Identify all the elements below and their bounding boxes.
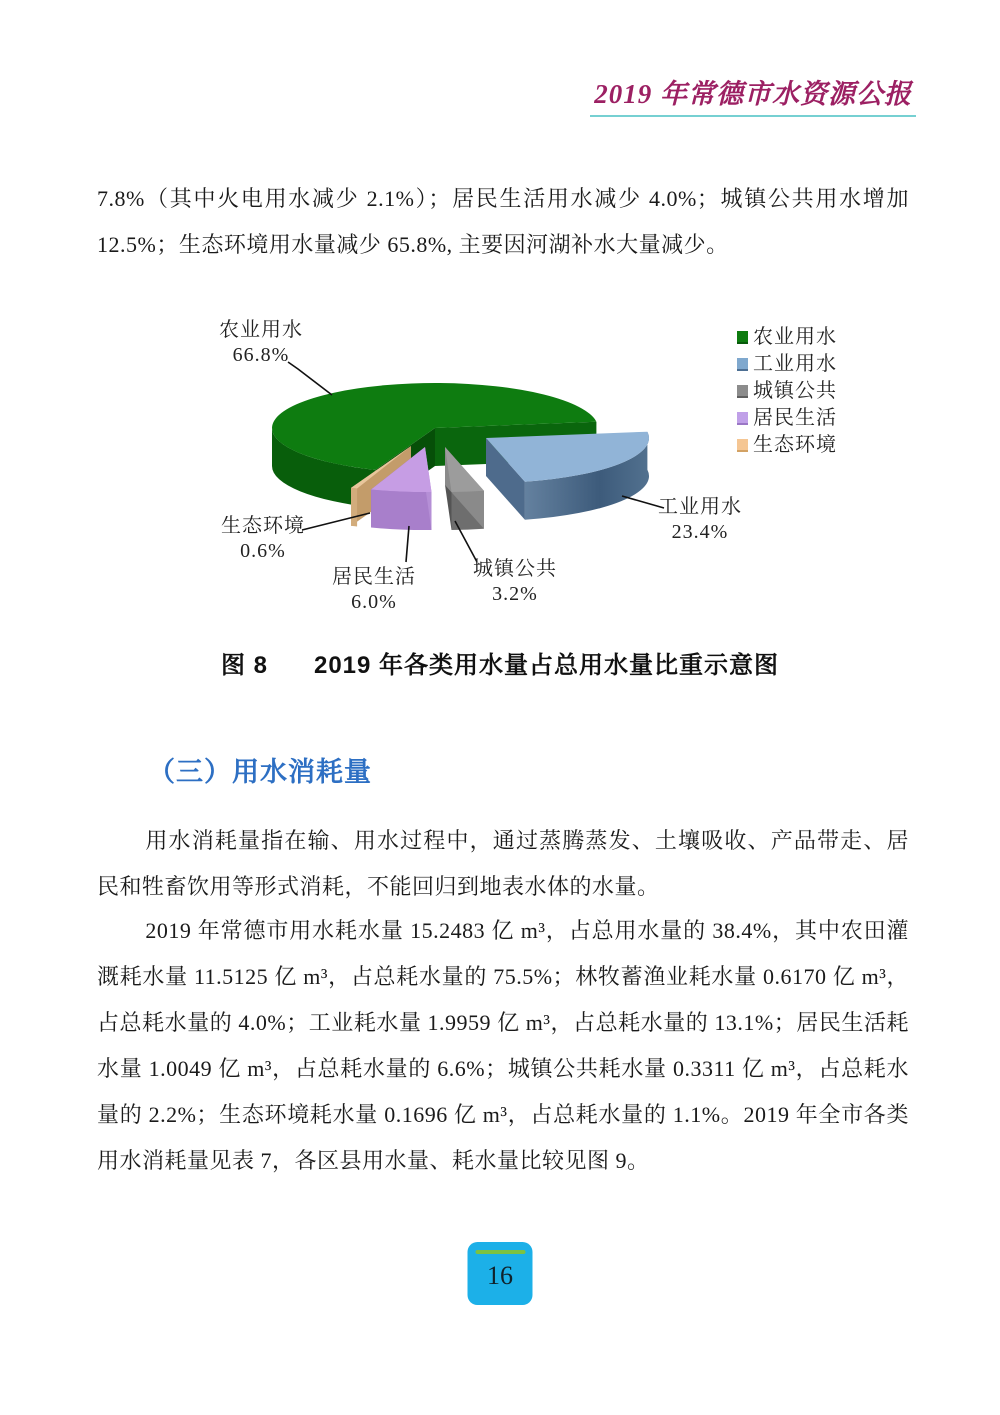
legend-swatch-urban-public-icon <box>737 385 748 398</box>
pie-label-value: 23.4% <box>671 521 729 543</box>
pie-label-name: 生态环境 <box>221 515 305 537</box>
pie-label-value: 6.0% <box>351 591 397 613</box>
pie-label-value: 66.8% <box>232 344 290 366</box>
figure-caption-label: 图 8 <box>220 652 268 679</box>
legend-label: 生态环境 <box>753 434 837 456</box>
legend-item-agriculture <box>737 326 837 353</box>
statistics-paragraph: 2019 年常德市用水耗水量 15.2483 亿 m³，占总用水量的 38.4%，其中农田灌溉耗水量 11.5125 亿 m³，占总耗水量的 75.5%；林牧蓄渔业耗水量 0.6170 亿 m³，占总耗水量的 4.0%；工业耗水量 1.9959 亿 m³，占总耗水量的 13.1%；居民生活耗水量 1.0049 亿 m³，占总耗水量的 6.6%；城镇公共耗水量 0.3311 亿 m³，占总耗水量的 2.2%；生态环境耗水量 0.1696 亿 m³，占总耗水量的 1.1%。2019 年全市各类用水消耗量见表 7，各区县用水量、耗水量比较见图 9。 <box>97 918 909 1173</box>
legend-swatch-ecological-icon <box>737 439 748 452</box>
page-number-box <box>468 1242 533 1305</box>
callout-line-residential <box>406 526 409 562</box>
pie-label-industry <box>635 495 765 545</box>
pie-label-name: 工业用水 <box>658 496 742 518</box>
pie-label-name: 居民生活 <box>332 566 416 588</box>
figure-caption-title: 2019 年各类用水量占总用水量比重示意图 <box>313 652 780 679</box>
legend-label: 居民生活 <box>753 407 837 429</box>
legend-item-ecological <box>737 434 837 461</box>
pie-label-name: 城镇公共 <box>473 558 557 580</box>
chart-legend <box>737 326 837 461</box>
legend-swatch-industry-icon <box>737 358 748 371</box>
page-number: 16 <box>487 1261 513 1290</box>
legend-label: 工业用水 <box>753 353 837 375</box>
pie-label-residential <box>309 565 439 615</box>
pie-figure <box>0 300 1000 635</box>
figure-caption <box>0 645 1000 680</box>
pie-label-agriculture <box>196 318 326 368</box>
pie-label-value: 3.2% <box>492 583 538 605</box>
header <box>590 72 916 117</box>
intro-paragraph: 7.8%（其中火电用水减少 2.1%）；居民生活用水减少 4.0%；城镇公共用水增加 12.5%；生态环境用水量减少 65.8%, 主要因河湖补水大量减少。 <box>97 186 909 257</box>
legend-item-urban-public <box>737 380 837 407</box>
pie-label-name: 农业用水 <box>219 319 303 341</box>
legend-item-residential <box>737 407 837 434</box>
legend-swatch-agriculture-icon <box>737 331 748 344</box>
page-title: 2019 年常德市水资源公报 <box>590 72 916 117</box>
legend-label: 农业用水 <box>753 326 837 348</box>
definition-paragraph: 用水消耗量指在输、用水过程中，通过蒸腾蒸发、土壤吸收、产品带走、居民和牲畜饮用等形式消耗，不能回归到地表水体的水量。 <box>97 828 909 899</box>
section-heading: （三）用水消耗量 <box>148 757 372 787</box>
pie-label-value: 0.6% <box>240 540 286 562</box>
legend-label: 城镇公共 <box>753 380 837 402</box>
legend-swatch-residential-icon <box>737 412 748 425</box>
pie-label-urban-public <box>450 557 580 607</box>
pie-slice-industry <box>486 432 649 520</box>
pie-label-ecological <box>198 514 328 564</box>
legend-item-industry <box>737 353 837 380</box>
